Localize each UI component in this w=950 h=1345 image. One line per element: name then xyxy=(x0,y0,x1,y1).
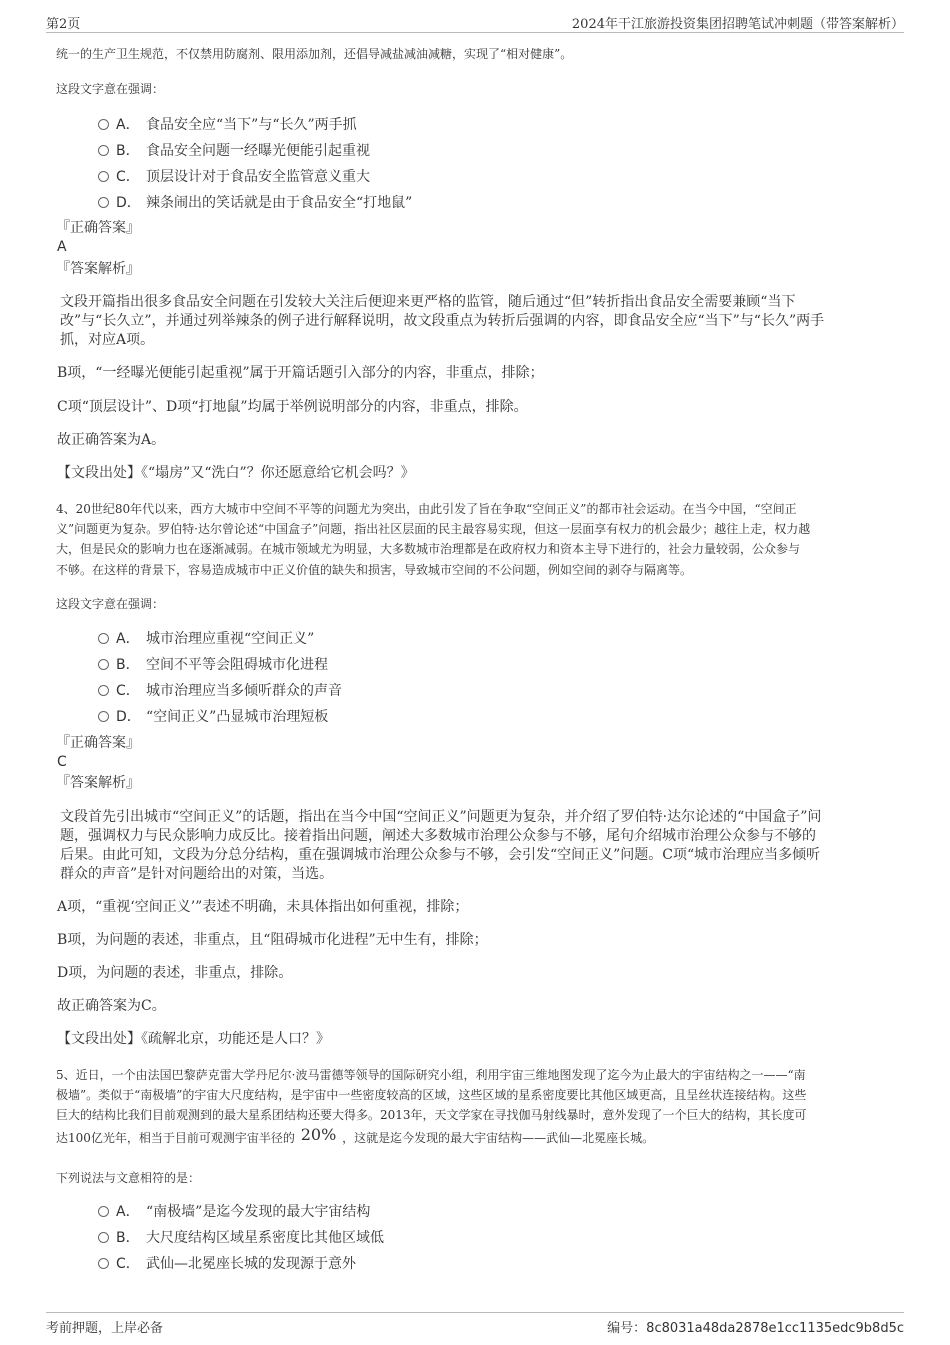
q3-answer-label: 『正确答案』 xyxy=(56,220,140,236)
q5-passage-line: 5、近日，一个由法国巴黎萨克雷大学丹尼尔·波马雷德等领导的国际研究小组，利用宇宙三维地图发现了迄今为止最大的宇宙结构之一——“南 xyxy=(56,1068,806,1082)
q4-stem: 这段文字意在强调： xyxy=(56,597,165,611)
radio-icon[interactable] xyxy=(98,1258,109,1269)
q3-passage-tail: 统一的生产卫生规范，不仅禁用防腐剂、限用添加剂，还倡导减盐减油减糖，实现了“相对健康”。 xyxy=(56,47,573,61)
q4-passage-line: 大，但是民众的影响力也在逐渐减弱。在城市领域尤为明显，大多数城市治理都是在政府权力和资本主导下进行的，社会力量较弱，公众参与 xyxy=(56,542,801,556)
q3-option-c[interactable]: C． 顶层设计对于食品安全监管意义重大 xyxy=(98,166,370,186)
q4-analysis-para-line: 文段首先引出城市“空间正义”的话题，指出在当今中国“空间正义”问题更为复杂，并介绍了罗伯特·达尔论述的“中国盒子”问 xyxy=(60,809,822,825)
page-header xyxy=(46,10,904,33)
q4-analysis-para-line: 群众的声音”是针对问题给出的对策，当选。 xyxy=(60,866,334,882)
q4-source: 【文段出处】《疏解北京，功能还是人口？》 xyxy=(57,1031,330,1047)
q3-analysis-line: B项，“一经曝光便能引起重视”属于开篇话题引入部分的内容，非重点，排除； xyxy=(57,365,544,381)
q3-source: 【文段出处】《“塌房”又“洗白”？你还愿意给它机会吗？》 xyxy=(57,465,415,481)
q4-option-a[interactable]: A． 城市治理应重视“空间正义” xyxy=(98,628,314,648)
q5-passage-last-line: 达100亿光年，相当于目前可观测宇宙半径的 20% ，这就是迄今发现的最大宇宙结构——武仙—北冕座长城。 xyxy=(56,1125,655,1145)
q3-analysis-line: 抓，对应A项。 xyxy=(60,332,155,348)
footer-slogan: 考前押题，上岸必备 xyxy=(46,1321,164,1336)
q3-option-d[interactable]: D． 辣条闹出的笑话就是由于食品安全“打地鼠” xyxy=(98,192,412,212)
radio-icon[interactable] xyxy=(98,659,109,670)
q4-conclusion: 故正确答案为C。 xyxy=(57,998,166,1014)
q4-passage-line: 义”问题更为复杂。罗伯特·达尔曾论述“中国盒子”问题，指出社区层面的民主最容易实现，但这一层面享有权力的机会最少；越往上走，权力越 xyxy=(56,522,811,536)
q4-answer: C xyxy=(57,754,67,770)
q4-analysis-line: D项，为问题的表述，非重点，排除。 xyxy=(57,965,293,981)
q3-analysis-line: 文段开篇指出很多食品安全问题在引发较大关注后便迎来更严格的监管，随后通过“但”转折指出食品安全需要兼顾“当下 xyxy=(60,294,796,310)
radio-icon[interactable] xyxy=(98,685,109,696)
q5-option-b[interactable]: B． 大尺度结构区域星系密度比其他区域低 xyxy=(98,1227,384,1247)
document-title: 2024年干江旅游投资集团招聘笔试冲刺题（带答案解析） xyxy=(571,17,904,32)
q4-option-b[interactable]: B． 空间不平等会阻碍城市化进程 xyxy=(98,654,328,674)
q5-passage-line: 巨大的结构比我们目前观测到的最大星系团结构还要大得多。2013年，天文学家在寻找伽马射线暴时，意外发现了一个巨大的结构，其长度可 xyxy=(56,1108,807,1122)
q3-analysis-line: 改”与“长久立”，并通过列举辣条的例子进行解释说明，故文段重点为转折后强调的内容，即食品安全应“当下”与“长久”两手 xyxy=(60,313,825,329)
q4-option-d[interactable]: D． “空间正义”凸显城市治理短板 xyxy=(98,706,328,726)
q4-passage-line: 不够。在这样的背景下，容易造成城市中正义价值的缺失和损害，导致城市空间的不公问题，例如空间的剥夺与隔离等。 xyxy=(56,563,693,577)
radio-icon[interactable] xyxy=(98,1206,109,1217)
q5-passage-line: 极墙”。类似于“南极墙”的宇宙大尺度结构，是宇宙中一些密度较高的区域，这些区域的星系密度要比其他区域更高，且呈丝状连接结构。这些 xyxy=(56,1088,807,1102)
q3-conclusion: 故正确答案为A。 xyxy=(57,432,166,448)
page-footer xyxy=(46,1312,904,1337)
q5-option-a[interactable]: A． “南极墙”是迄今发现的最大宇宙结构 xyxy=(98,1201,370,1221)
q4-option-c[interactable]: C． 城市治理应当多倾听群众的声音 xyxy=(98,680,342,700)
radio-icon[interactable] xyxy=(98,1232,109,1243)
radio-icon[interactable] xyxy=(98,145,109,156)
q4-analysis-label: 『答案解析』 xyxy=(56,775,140,791)
q4-passage-line: 4、20世纪80年代以来，西方大城市中空间不平等的问题尤为突出，由此引发了旨在争取“空间正义”的都市社会运动。在当今中国，“空间正 xyxy=(56,502,797,516)
q3-option-a[interactable]: A． 食品安全应“当下”与“长久”两手抓 xyxy=(98,114,357,134)
radio-icon[interactable] xyxy=(98,171,109,182)
q4-analysis-line: B项，为问题的表述，非重点，且“阻碍城市化进程”无中生有，排除； xyxy=(57,932,488,948)
radio-icon[interactable] xyxy=(98,633,109,644)
radio-icon[interactable] xyxy=(98,711,109,722)
q3-stem: 这段文字意在强调： xyxy=(56,82,165,96)
page-number: 第2页 xyxy=(46,17,81,32)
q5-option-c[interactable]: C． 武仙—北冕座长城的发现源于意外 xyxy=(98,1253,356,1273)
q3-analysis-label: 『答案解析』 xyxy=(56,261,140,277)
q3-analysis-line: C项“顶层设计”、D项“打地鼠”均属于举例说明部分的内容，非重点，排除。 xyxy=(57,399,528,415)
q4-analysis-line: A项，“重视‘空间正义’”表述不明确，未具体指出如何重视，排除； xyxy=(57,899,469,915)
radio-icon[interactable] xyxy=(98,119,109,130)
q3-option-b[interactable]: B． 食品安全问题一经曝光便能引起重视 xyxy=(98,140,370,160)
percent-value: 20% xyxy=(300,1125,337,1144)
q5-stem: 下列说法与文意相符的是： xyxy=(56,1171,201,1185)
q4-analysis-para-line: 后果。由此可知，文段为分总分结构，重在强调城市治理公众参与不够，会引发“空间正义”问题。C项“城市治理应当多倾听 xyxy=(60,847,821,863)
q4-analysis-para-line: 题，强调权力与民众影响力成反比。接着指出问题，阐述大多数城市治理公众参与不够，尾句介绍城市治理公众参与不够的 xyxy=(60,828,816,844)
q3-answer: A xyxy=(57,239,67,255)
radio-icon[interactable] xyxy=(98,197,109,208)
q4-answer-label: 『正确答案』 xyxy=(56,735,140,751)
document-id: 编号：8c8031a48da2878e1cc1135edc9b8d5c xyxy=(607,1321,904,1336)
